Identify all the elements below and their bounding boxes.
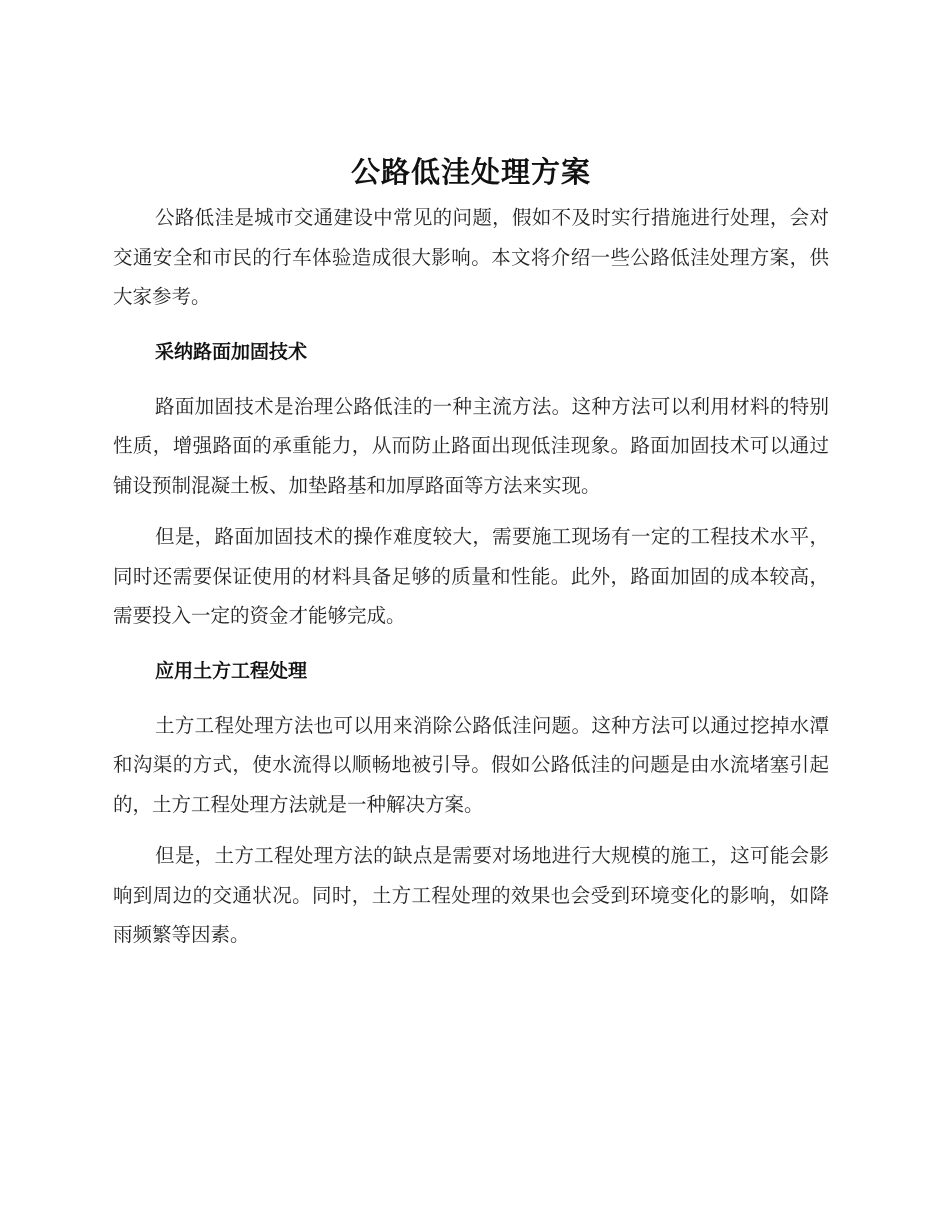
section-2-paragraph-1: 土方工程处理方法也可以用来消除公路低洼问题。这种方法可以通过挖掉水潭和沟渠的方式，使水流得以顺畅地被引导。假如公路低洼的问题是由水流堵塞引起的，土方工程处理方法就是一种解决方案。	[113, 713, 829, 816]
section-heading-pavement-reinforcement: 采纳路面加固技术	[155, 340, 308, 363]
section-1-paragraph-1: 路面加固技术是治理公路低洼的一种主流方法。这种方法可以利用材料的特别性质，增强路面的承重能力，从而防止路面出现低洼现象。路面加固技术可以通过铺设预制混凝土板、加垫路基和加厚路面等方法来实现。	[113, 394, 829, 497]
intro-paragraph: 公路低洼是城市交通建设中常见的问题，假如不及时实行措施进行处理，会对交通安全和市民的行车体验造成很大影响。本文将介绍一些公路低洼处理方案，供大家参考。	[113, 206, 829, 308]
document-title: 公路低洼处理方案	[350, 155, 591, 189]
document-body	[113, 150, 829, 967]
section-heading-earthwork: 应用土方工程处理	[155, 659, 308, 682]
section-2-paragraph-2: 但是，土方工程处理方法的缺点是需要对场地进行大规模的施工，这可能会影响到周边的交通状况。同时，土方工程处理的效果也会受到环境变化的影响，如降雨频繁等因素。	[113, 844, 829, 946]
section-1-paragraph-2: 但是，路面加固技术的操作难度较大，需要施工现场有一定的工程技术水平，同时还需要保证使用的材料具备足够的质量和性能。此外，路面加固的成本较高，需要投入一定的资金才能够完成。	[113, 525, 829, 627]
